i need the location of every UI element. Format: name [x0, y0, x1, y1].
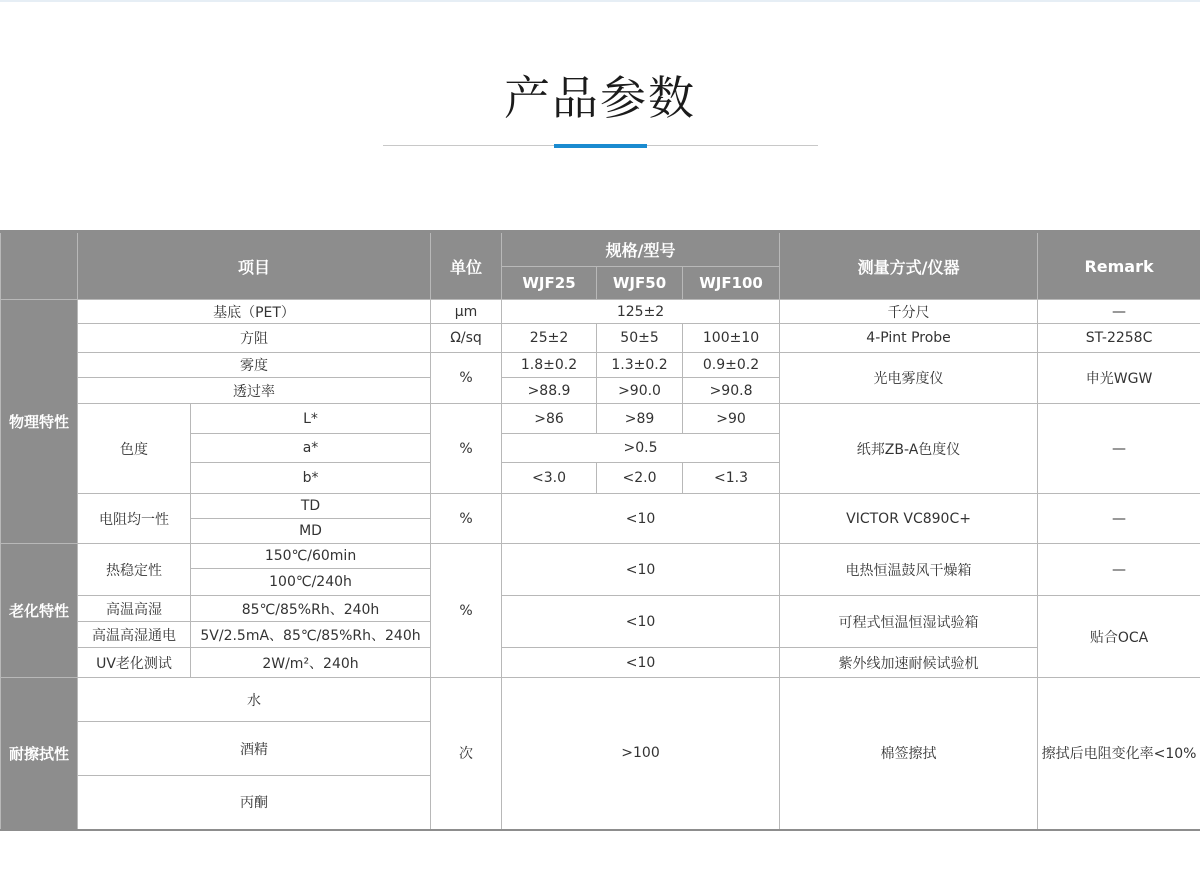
- method-cell: 电热恒温鼓风干燥箱: [780, 544, 1038, 596]
- subitem-cell: 85℃/85%Rh、240h: [191, 596, 431, 622]
- category-aging: 老化特性: [1, 544, 78, 678]
- value-cell: 50±5: [597, 324, 683, 353]
- unit-cell: %: [431, 404, 502, 494]
- subitem-cell: 150℃/60min: [191, 544, 431, 569]
- remark-cell: 申光WGW: [1038, 353, 1200, 404]
- method-cell: 紫外线加速耐候试验机: [780, 648, 1038, 678]
- header-unit: 单位: [431, 232, 502, 300]
- method-cell: 棉签擦拭: [780, 678, 1038, 830]
- header-model: WJF50: [597, 267, 683, 300]
- subitem-cell: L*: [191, 404, 431, 434]
- value-cell: 1.3±0.2: [597, 353, 683, 378]
- method-cell: 光电雾度仪: [780, 353, 1038, 404]
- title-accent-bar: [554, 144, 647, 148]
- unit-cell: %: [431, 353, 502, 404]
- group-cell: 电阻均一性: [78, 494, 191, 544]
- group-cell: 热稳定性: [78, 544, 191, 596]
- value-cell: <1.3: [683, 463, 780, 494]
- subitem-cell: 100℃/240h: [191, 569, 431, 596]
- subitem-cell: 2W/m²、240h: [191, 648, 431, 678]
- subitem-cell: b*: [191, 463, 431, 494]
- category-physical: 物理特性: [1, 300, 78, 544]
- spec-table: [0, 230, 1200, 831]
- value-cell: 125±2: [502, 300, 780, 324]
- value-cell: <10: [502, 648, 780, 678]
- value-cell: 0.9±0.2: [683, 353, 780, 378]
- item-cell: 透过率: [78, 378, 431, 404]
- subitem-cell: a*: [191, 434, 431, 463]
- value-cell: >90: [683, 404, 780, 434]
- unit-cell: Ω/sq: [431, 324, 502, 353]
- remark-cell: 贴合OCA: [1038, 596, 1200, 678]
- subitem-cell: TD: [191, 494, 431, 519]
- top-border: [0, 0, 1200, 2]
- item-cell: 酒精: [78, 722, 431, 776]
- header-model: WJF100: [683, 267, 780, 300]
- remark-cell: —: [1038, 404, 1200, 494]
- method-cell: 纸邦ZB-A色度仪: [780, 404, 1038, 494]
- value-cell: >90.8: [683, 378, 780, 404]
- value-cell: <2.0: [597, 463, 683, 494]
- header-spec: 规格/型号: [502, 232, 780, 267]
- value-cell: 25±2: [502, 324, 597, 353]
- group-cell: UV老化测试: [78, 648, 191, 678]
- value-cell: 100±10: [683, 324, 780, 353]
- remark-cell: —: [1038, 300, 1200, 324]
- item-cell: 基底（PET）: [78, 300, 431, 324]
- item-cell: 水: [78, 678, 431, 722]
- subitem-cell: 5V/2.5mA、85℃/85%Rh、240h: [191, 622, 431, 648]
- group-cell: 色度: [78, 404, 191, 494]
- subitem-cell: MD: [191, 519, 431, 544]
- category-abrasion: 耐擦拭性: [1, 678, 78, 830]
- value-cell: >88.9: [502, 378, 597, 404]
- remark-cell: —: [1038, 494, 1200, 544]
- remark-cell: ST-2258C: [1038, 324, 1200, 353]
- remark-cell: 擦拭后电阻变化率<10%: [1038, 678, 1200, 830]
- value-cell: >86: [502, 404, 597, 434]
- item-cell: 方阻: [78, 324, 431, 353]
- value-cell: >90.0: [597, 378, 683, 404]
- method-cell: 千分尺: [780, 300, 1038, 324]
- value-cell: <3.0: [502, 463, 597, 494]
- item-cell: 丙酮: [78, 776, 431, 830]
- header-remark: Remark: [1038, 232, 1200, 300]
- header-blank: [1, 232, 78, 300]
- unit-cell: μm: [431, 300, 502, 324]
- method-cell: VICTOR VC890C+: [780, 494, 1038, 544]
- value-cell: >0.5: [502, 434, 780, 463]
- page-title: 产品参数: [504, 71, 696, 125]
- header-method: 测量方式/仪器: [780, 232, 1038, 300]
- value-cell: <10: [502, 596, 780, 648]
- unit-cell: %: [431, 494, 502, 544]
- header-model: WJF25: [502, 267, 597, 300]
- header-item: 项目: [78, 232, 431, 300]
- value-cell: <10: [502, 544, 780, 596]
- value-cell: 1.8±0.2: [502, 353, 597, 378]
- value-cell: >89: [597, 404, 683, 434]
- value-cell: >100: [502, 678, 780, 830]
- method-cell: 可程式恒温恒湿试验箱: [780, 596, 1038, 648]
- method-cell: 4-Pint Probe: [780, 324, 1038, 353]
- group-cell: 高温高湿通电: [78, 622, 191, 648]
- remark-cell: —: [1038, 544, 1200, 596]
- item-cell: 雾度: [78, 353, 431, 378]
- group-cell: 高温高湿: [78, 596, 191, 622]
- value-cell: <10: [502, 494, 780, 544]
- unit-cell: 次: [431, 678, 502, 830]
- unit-cell: %: [431, 544, 502, 678]
